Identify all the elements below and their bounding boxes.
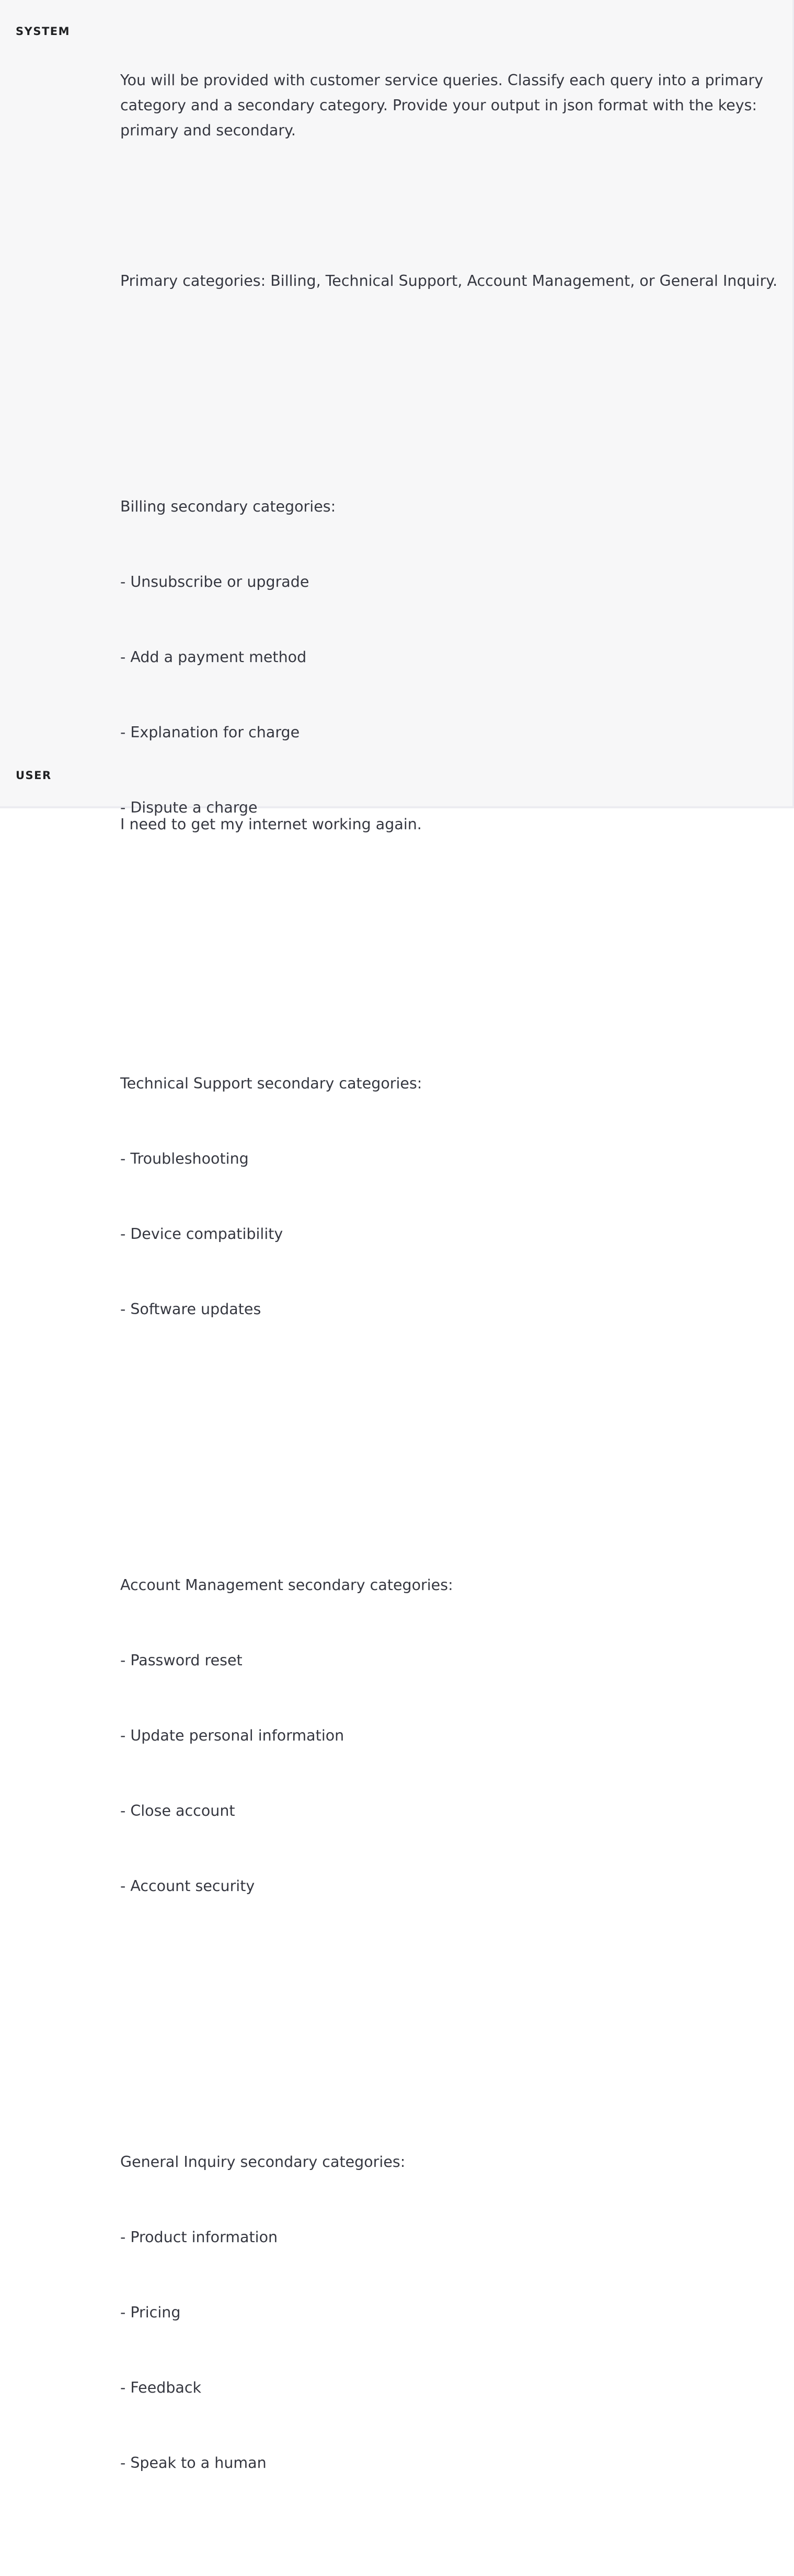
section-technical-support — [120, 1021, 780, 1372]
system-message-content[interactable] — [120, 18, 780, 2576]
section-heading: Technical Support secondary categories: — [120, 1075, 422, 1092]
list-item: - Explanation for charge — [120, 724, 300, 741]
user-message-content[interactable] — [120, 762, 780, 887]
list-item: - Add a payment method — [120, 648, 307, 666]
system-paragraph-primary-categories: Primary categories: Billing, Technical Support, Account Management, or General Inquiry. — [120, 272, 778, 289]
section-heading: General Inquiry secondary categories: — [120, 2153, 406, 2171]
list-item: - Feedback — [120, 2379, 202, 2396]
system-paragraph-instructions: You will be provided with customer service queries. Classify each query into a primary category and a secondary category. Provide your output in json format with the keys: primary and secondary. — [120, 72, 768, 139]
section-heading: Account Management secondary categories: — [120, 1576, 453, 1594]
section-account-management — [120, 1523, 780, 1949]
section-general-inquiry — [120, 2099, 780, 2526]
list-item: - Speak to a human — [120, 2454, 267, 2471]
system-role-label: SYSTEM — [16, 25, 71, 38]
list-item: - Update personal information — [120, 1727, 344, 1744]
user-message-text: I need to get my internet working again. — [120, 816, 422, 833]
list-item: - Troubleshooting — [120, 1150, 249, 1167]
list-item: - Product information — [120, 2229, 278, 2246]
list-item: - Unsubscribe or upgrade — [120, 573, 309, 590]
list-item: - Pricing — [120, 2304, 181, 2321]
user-role-label: USER — [16, 769, 52, 782]
list-item: - Dispute a charge — [120, 799, 258, 816]
list-item: - Device compatibility — [120, 1225, 283, 1243]
list-item: - Software updates — [120, 1301, 261, 1318]
list-item: - Password reset — [120, 1652, 243, 1669]
list-item: - Account security — [120, 1877, 255, 1895]
section-heading: Billing secondary categories: — [120, 498, 336, 515]
list-item: - Close account — [120, 1802, 235, 1819]
